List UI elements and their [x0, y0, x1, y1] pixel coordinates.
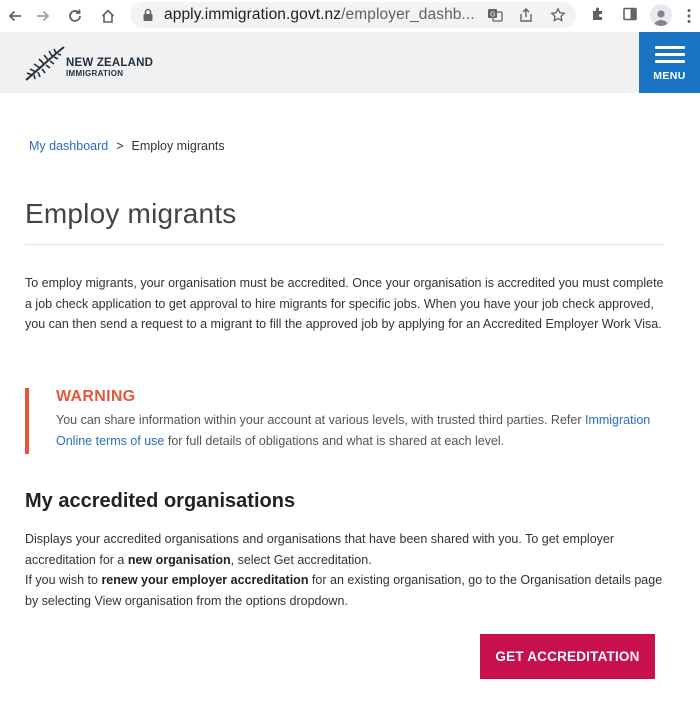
browser-toolbar: [0, 0, 700, 32]
menu-button[interactable]: [639, 32, 700, 93]
menu-label: MENU: [653, 69, 686, 82]
nz-immigration-logo[interactable]: [24, 44, 154, 84]
title-divider: [25, 244, 664, 245]
bookmark-star-icon[interactable]: [550, 7, 566, 23]
home-button[interactable]: [93, 2, 123, 30]
forward-arrow-icon: [35, 8, 51, 24]
svg-text:G: G: [490, 10, 496, 19]
breadcrumb-current: Employ migrants: [131, 139, 225, 153]
terms-of-use-link[interactable]: Immigration Online terms of use: [56, 413, 651, 448]
reload-button[interactable]: [60, 2, 90, 30]
silver-fern-icon: [24, 44, 68, 84]
share-icon[interactable]: [518, 7, 534, 23]
back-button[interactable]: [0, 2, 30, 30]
back-arrow-icon: [7, 8, 23, 24]
logo-line1: NEW ZEALAND: [66, 57, 154, 69]
profile-avatar[interactable]: [650, 4, 672, 26]
side-panel-icon[interactable]: [622, 6, 638, 22]
lock-icon: [142, 8, 154, 22]
breadcrumb-my-dashboard[interactable]: My dashboard: [29, 139, 109, 153]
site-header: [0, 32, 700, 93]
breadcrumb: [29, 139, 225, 153]
logo-line2: IMMIGRATION: [66, 69, 124, 78]
person-icon: [653, 8, 669, 26]
section-title-accredited-organisations: My accredited organisations: [25, 490, 296, 512]
more-options-icon[interactable]: [686, 8, 692, 24]
get-accreditation-button[interactable]: GET ACCREDITATION: [480, 634, 655, 679]
reload-icon: [67, 8, 83, 24]
warning-text: You can share information within your account at various levels, with trusted third parties. Refer Immigration Online terms of use for full details of obligations and what is shared at each level.: [56, 413, 651, 448]
translate-icon[interactable]: [487, 7, 503, 23]
url-text: apply.immigration.govt.nz/employer_dashb...: [164, 6, 475, 23]
extensions-icon[interactable]: [590, 6, 606, 22]
warning-callout: [25, 388, 665, 454]
forward-button[interactable]: [28, 2, 58, 30]
logo-text: [66, 57, 153, 78]
warning-title: WARNING: [56, 388, 136, 405]
hamburger-icon: [655, 46, 685, 49]
address-bar[interactable]: [130, 2, 576, 28]
accredited-description: [25, 529, 675, 611]
intro-paragraph: To employ migrants, your organisation must be accredited. Once your organisation is accredited you must complete a job check application to get approval to hire migrants for specific jobs. When you have your job check approved, you can then send a request to a migrant to fill the approved job by applying for an Accredited Employer Work Visa.: [25, 276, 664, 331]
home-icon: [100, 8, 116, 24]
breadcrumb-separator: >: [116, 139, 124, 153]
accredited-paragraph-2: If you wish to renew your employer accreditation for an existing organisation, go to the Organisation details page by selecting View organisation from the options dropdown.: [25, 573, 663, 608]
accredited-paragraph-1: Displays your accredited organisations and organisations that have been shared with you. To get employer accreditation for a new organisation, select Get accreditation.: [25, 532, 615, 567]
page-title: Employ migrants: [25, 198, 237, 229]
